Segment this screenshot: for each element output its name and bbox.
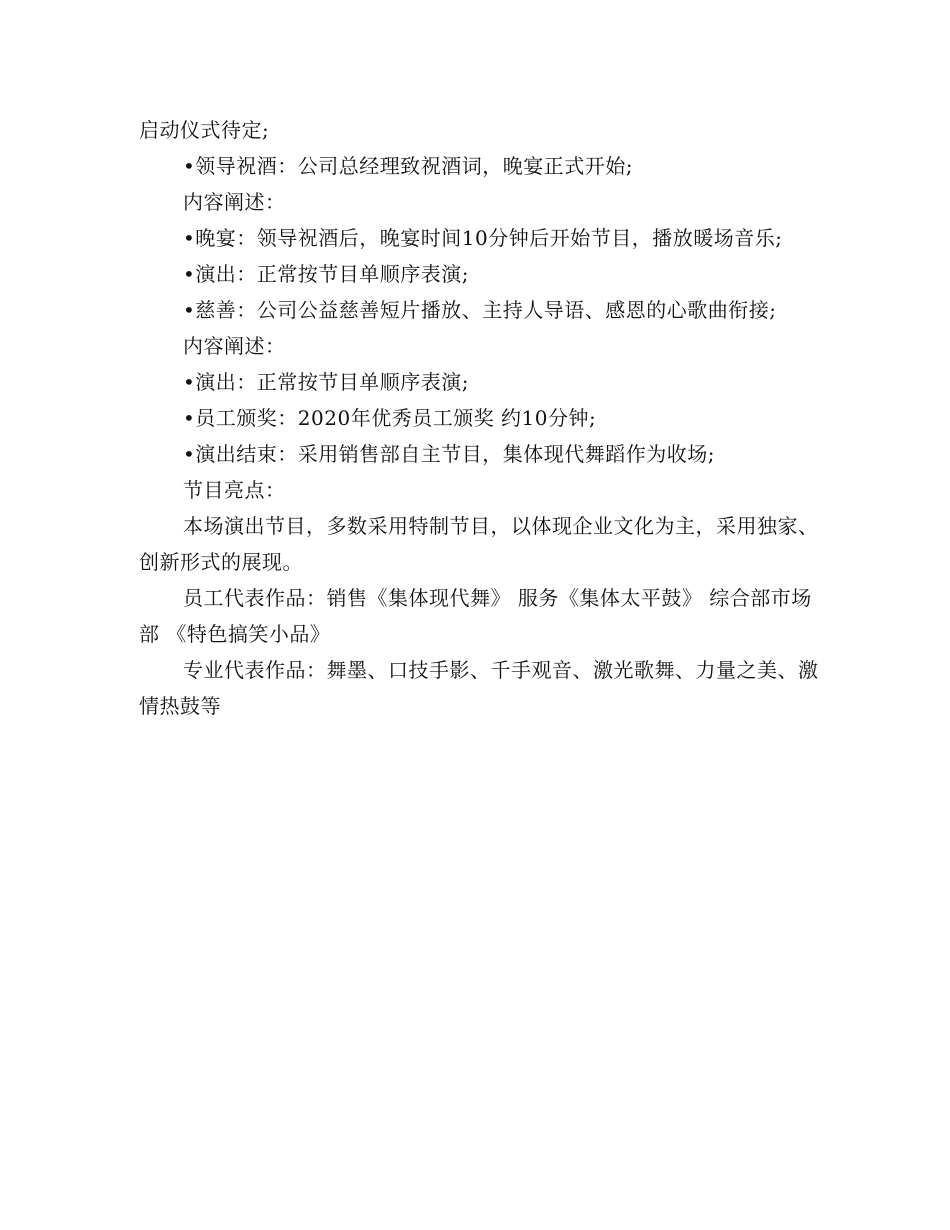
paragraph-highlights-body: 本场演出节目，多数采用特制节目，以体现企业文化为主，采用独家、创新形式的展现。 [139,514,819,574]
paragraph-performance-end: •演出结束：采用销售部自主节目，集体现代舞蹈作为收场; [183,442,716,466]
paragraph-content-heading-2: 内容阐述： [183,334,286,358]
paragraph-performance: •演出：正常按节目单顺序表演; [183,262,470,286]
paragraph-leader-toast: •领导祝酒：公司总经理致祝酒词，晚宴正式开始; [183,154,634,178]
paragraph-employee-awards: •员工颁奖：2020年优秀员工颁奖 约10分钟; [183,406,597,430]
paragraph-content-heading: 内容阐述： [183,190,286,214]
paragraph-banquet: •晚宴：领导祝酒后，晚宴时间10分钟后开始节目，播放暖场音乐; [183,226,783,250]
document-body [139,112,819,724]
paragraph-professional-works: 专业代表作品：舞墨、口技手影、千手观音、激光歌舞、力量之美、激情热鼓等 [139,658,819,718]
paragraph-performance-2: •演出：正常按节目单顺序表演; [183,370,470,394]
paragraph-launch-ceremony: 启动仪式待定; [139,118,270,142]
paragraph-charity: •慈善：公司公益慈善短片播放、主持人导语、感恩的心歌曲衔接; [183,298,777,322]
paragraph-highlights-heading: 节目亮点： [183,478,286,502]
paragraph-employee-works: 员工代表作品：销售《集体现代舞》 服务《集体太平鼓》 综合部市场部 《特色搞笑小品》 [139,586,812,646]
